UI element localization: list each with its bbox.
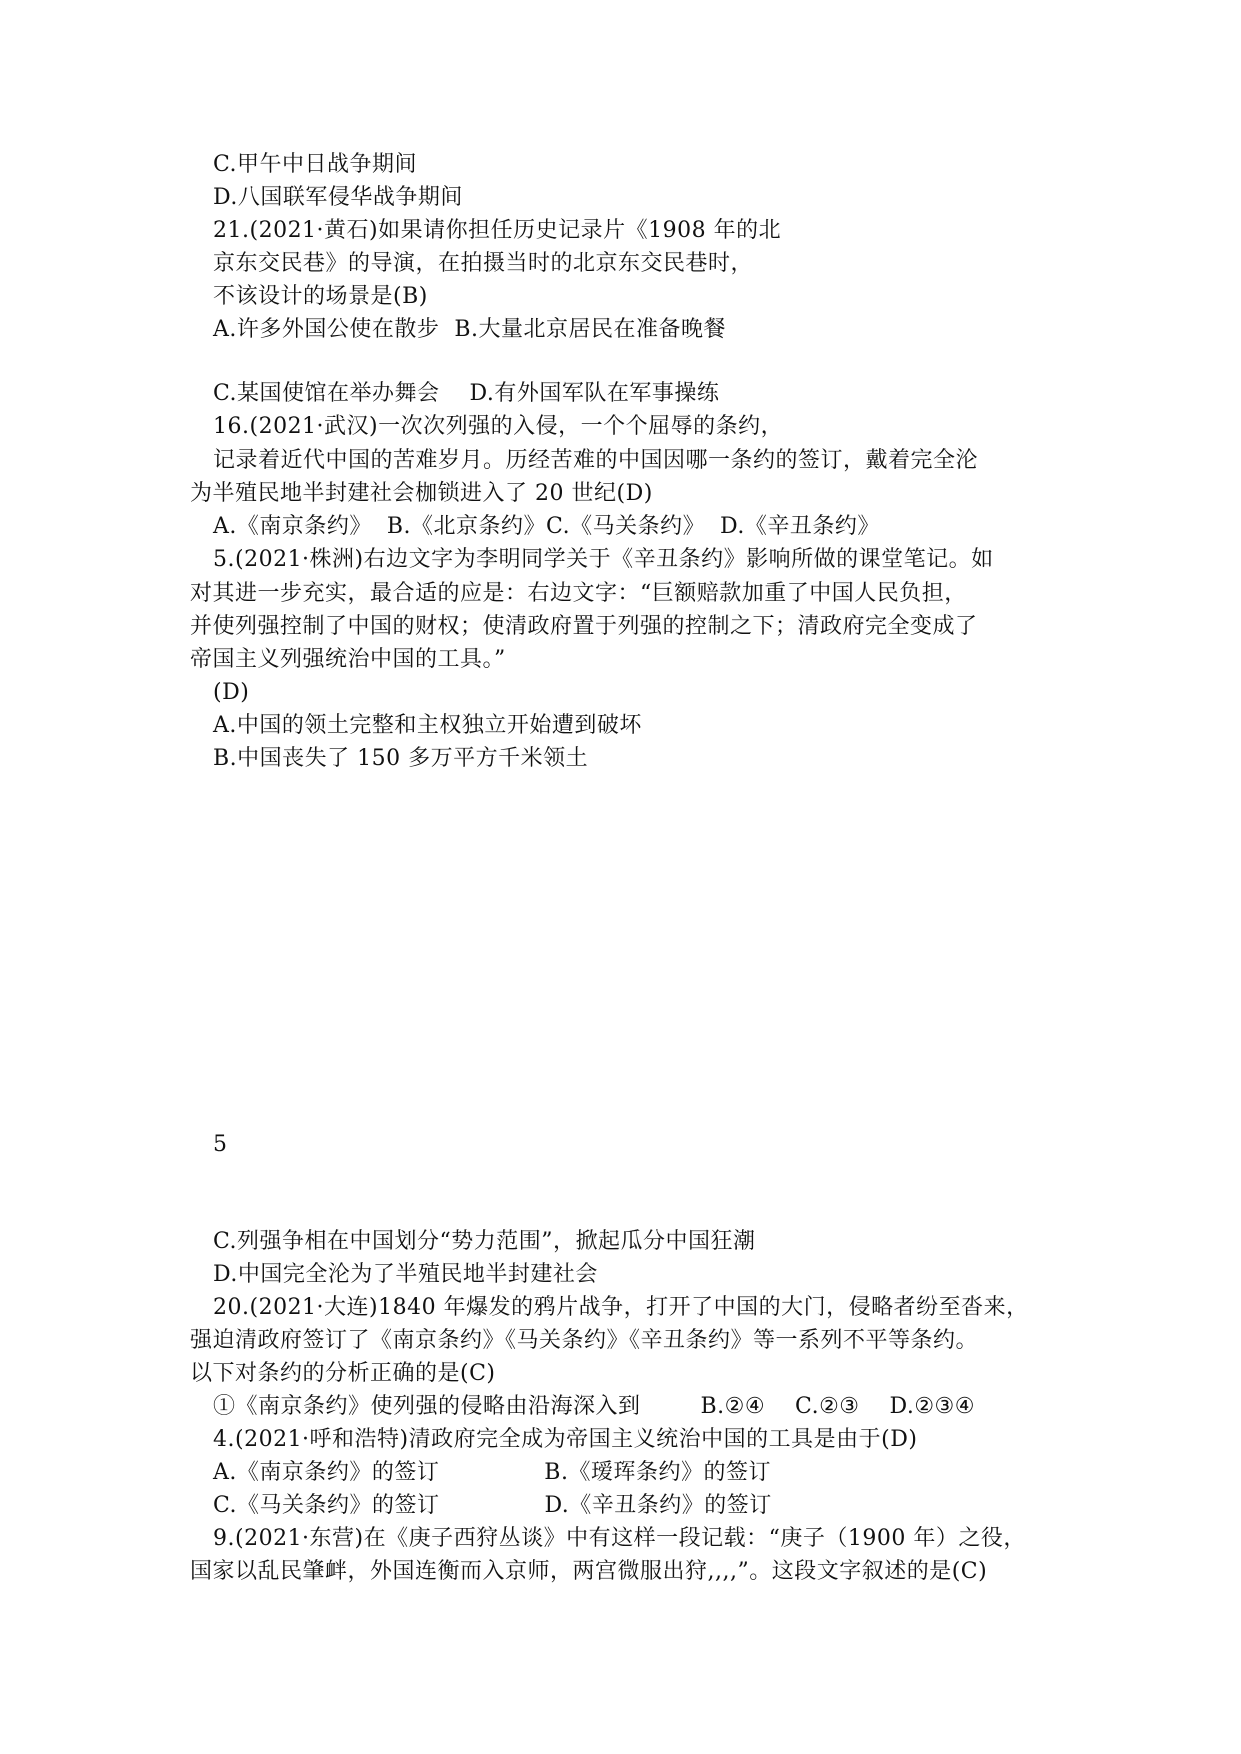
question-21-options-ab: A.许多外国公使在散步 B.大量北京居民在准备晚餐 (213, 317, 727, 342)
question-21-line-2: 京东交民巷》的导演，在拍摄当时的北京东交民巷时， (213, 251, 754, 276)
page-number: 5 (213, 1132, 228, 1157)
question-5-answer: (D) (213, 680, 250, 705)
answer-option-c: C.甲午中日战争期间 (213, 152, 418, 177)
question-5-line-2: 对其进一步充实，最合适的应是：右边文字：“巨额赔款加重了中国人民负担， (190, 581, 967, 606)
question-4-options-ab: A.《南京条约》的签订 B.《瑷珲条约》的签订 (213, 1460, 771, 1485)
question-9-line-1: 9.(2021·东营)在《庚子西狩丛谈》中有这样一段记载：“庚子（1900 年）之役， (213, 1526, 1026, 1551)
question-4-options-cd: C.《马关条约》的签订 D.《辛丑条约》的签订 (213, 1493, 772, 1518)
question-5-option-c: C.列强争相在中国划分“势力范围”，掀起瓜分中国狂潮 (213, 1229, 756, 1254)
question-20-line-1: 20.(2021·大连)1840 年爆发的鸦片战争，打开了中国的大门，侵略者纷至沓来， (213, 1295, 1029, 1320)
question-5-line-3: 并使列强控制了中国的财权；使清政府置于列强的控制之下；清政府完全变成了 (190, 614, 978, 639)
question-21-options-cd: C.某国使馆在举办舞会 D.有外国军队在军事操练 (213, 381, 720, 406)
question-20-options: ①《南京条约》使列强的侵略由沿海深入到 B.②④ C.②③ D.②③④ (213, 1394, 976, 1419)
question-9-line-2: 国家以乱民肇衅，外国连衡而入京师，两宫微服出狩,,,,”。这段文字叙述的是(C) (190, 1559, 988, 1584)
question-5-option-b: B.中国丧失了 150 多万平方千米领土 (213, 746, 589, 771)
question-5-option-d: D.中国完全沦为了半殖民地半封建社会 (213, 1262, 598, 1287)
question-21-line-3: 不该设计的场景是(B) (213, 284, 428, 309)
question-16-options: A.《南京条约》 B.《北京条约》C.《马关条约》 D.《辛丑条约》 (213, 514, 880, 539)
question-20-line-2: 强迫清政府签订了《南京条约》《马关条约》《辛丑条约》等一系列不平等条约。 (190, 1328, 979, 1353)
question-5-line-1: 5.(2021·株洲)右边文字为李明同学关于《辛丑条约》影响所做的课堂笔记。如 (213, 547, 994, 572)
question-16-line-1: 16.(2021·武汉)一次次列强的入侵，一个个屈辱的条约， (213, 414, 784, 439)
question-20-line-3: 以下对条约的分析正确的是(C) (190, 1361, 496, 1386)
question-16-line-3: 为半殖民地半封建社会枷锁进入了 20 世纪(D) (190, 481, 653, 506)
question-4-line-1: 4.(2021·呼和浩特)清政府完全成为帝国主义统治中国的工具是由于(D) (213, 1427, 918, 1452)
question-5-option-a: A.中国的领土完整和主权独立开始遭到破坏 (213, 713, 642, 738)
question-21-line-1: 21.(2021·黄石)如果请你担任历史记录片《1908 年的北 (213, 218, 782, 243)
answer-option-d: D.八国联军侵华战争期间 (213, 185, 463, 210)
question-5-line-4: 帝国主义列强统治中国的工具。” (190, 647, 506, 672)
question-16-line-2: 记录着近代中国的苦难岁月。历经苦难的中国因哪一条约的签订，戴着完全沦 (213, 448, 979, 473)
